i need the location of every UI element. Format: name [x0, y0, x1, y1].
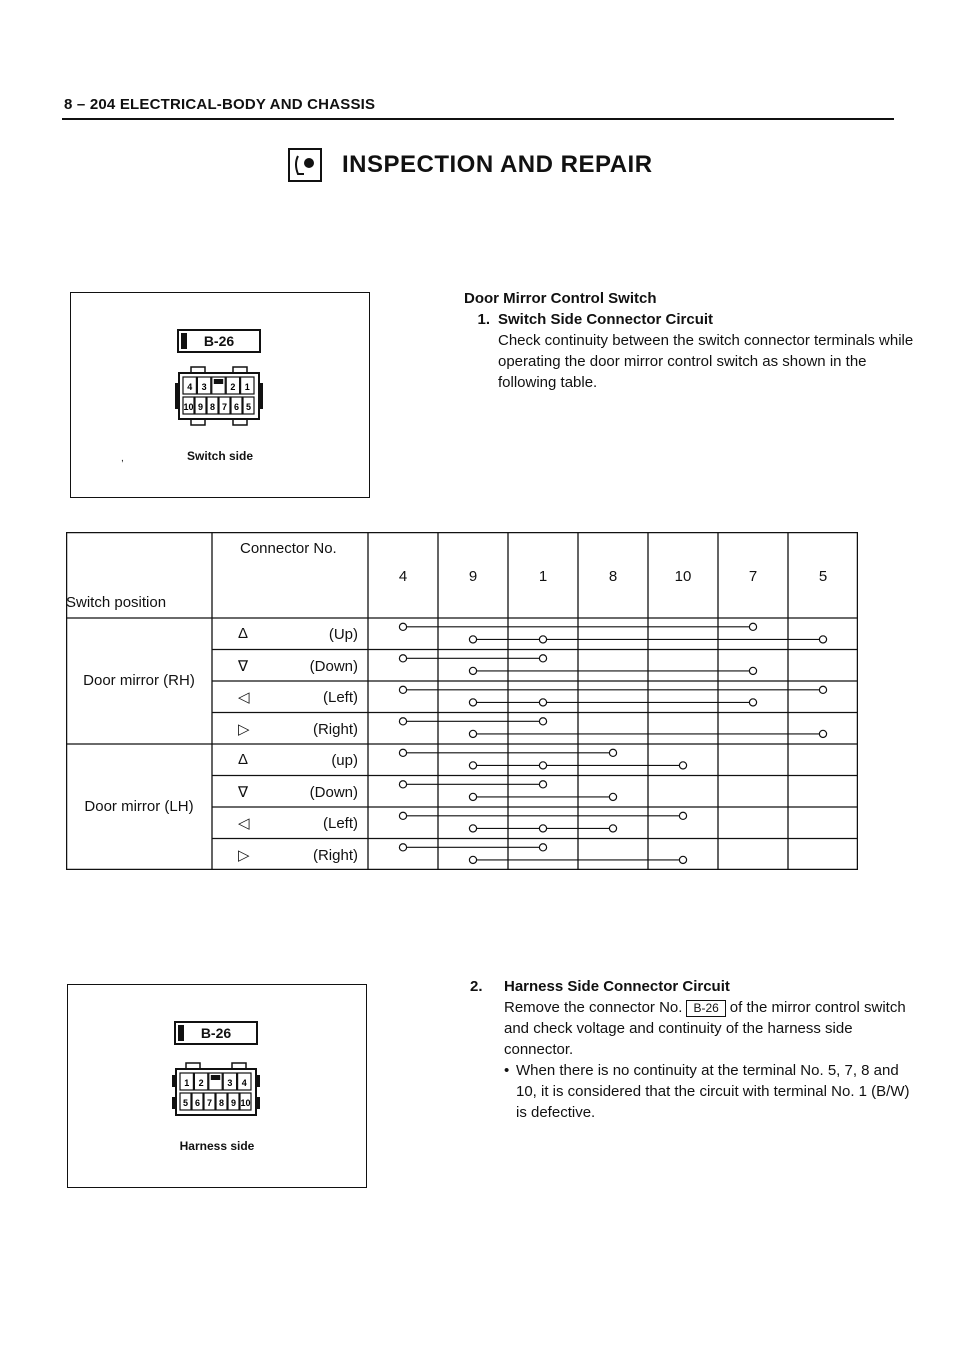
- step-subheading: Harness Side Connector Circuit: [504, 978, 730, 995]
- continuity-terminal-mark: [609, 749, 616, 756]
- connector-lock-tab: [211, 1075, 220, 1080]
- table-column-header: 7: [748, 568, 758, 585]
- switch-direction-label: (Down): [309, 657, 358, 675]
- continuity-terminal-mark: [469, 699, 476, 706]
- table-column-header: 1: [538, 568, 548, 585]
- connector-pinout-icon: [173, 365, 265, 445]
- inspection-icon: [288, 148, 322, 182]
- table-column-header: 9: [468, 568, 478, 585]
- continuity-terminal-mark: [539, 655, 546, 662]
- connector-caption: Harness side: [179, 1139, 255, 1153]
- switch-direction-symbol: Δ: [238, 751, 249, 768]
- switch-direction-symbol: ▷: [238, 846, 250, 864]
- connector-pin-label: 4: [241, 1078, 247, 1088]
- continuity-terminal-mark: [539, 844, 546, 851]
- step-body-text-cont: of the mirror control switch and check voltage and continuity of the harness side connector.: [504, 999, 906, 1058]
- continuity-terminal-mark: [819, 636, 826, 643]
- continuity-terminal-mark: [469, 636, 476, 643]
- continuity-terminal-mark: [469, 762, 476, 769]
- connector-pin-label: 3: [201, 382, 207, 392]
- switch-direction-symbol: ∇: [238, 657, 249, 675]
- connector-badge: B-26: [177, 329, 261, 353]
- switch-direction-label: (Up): [328, 626, 358, 643]
- table-column-header: 10: [674, 568, 692, 585]
- bullet-text: When there is no continuity at the terminal No. 5, 7, 8 and 10, it is considered that the circuit with terminal No. 1 (B/W) is defective.: [516, 1062, 910, 1121]
- connector-pinout-icon: [170, 1061, 262, 1137]
- switch-direction-label: (up): [331, 752, 358, 769]
- continuity-terminal-mark: [469, 825, 476, 832]
- continuity-terminal-mark: [609, 793, 616, 800]
- connector-pin-label: 7: [206, 1098, 213, 1108]
- continuity-terminal-mark: [399, 686, 406, 693]
- step-1-block: [464, 288, 914, 393]
- table-group-label: Door mirror (RH): [83, 672, 195, 689]
- table-column-header: 4: [398, 568, 408, 585]
- connector-pin-label: 5: [245, 402, 252, 412]
- continuity-terminal-mark: [399, 655, 406, 662]
- continuity-terminal-mark: [749, 699, 756, 706]
- continuity-terminal-mark: [819, 730, 826, 737]
- step-subheading: Switch Side Connector Circuit: [498, 311, 714, 328]
- connector-pin-label: 8: [218, 1098, 225, 1108]
- connector-pin-label: 5: [182, 1098, 189, 1108]
- continuity-terminal-mark: [399, 718, 406, 725]
- continuity-terminal-mark: [539, 636, 546, 643]
- connector-diagram-harness-side: [67, 984, 367, 1188]
- continuity-terminal-mark: [609, 825, 616, 832]
- table-column-header: 8: [608, 568, 618, 585]
- connector-pin-label: 9: [230, 1098, 237, 1108]
- continuity-terminal-mark: [679, 812, 686, 819]
- continuity-terminal-mark: [399, 781, 406, 788]
- inline-connector-badge: B-26: [686, 1000, 725, 1017]
- continuity-terminal-mark: [399, 844, 406, 851]
- continuity-terminal-mark: [399, 812, 406, 819]
- switch-direction-symbol: ∇: [238, 783, 249, 801]
- continuity-terminal-mark: [819, 686, 826, 693]
- section-title-text: INSPECTION AND REPAIR: [342, 151, 653, 178]
- procedure-heading: Door Mirror Control Switch: [464, 290, 657, 307]
- continuity-terminal-mark: [399, 623, 406, 630]
- connector-lock-tab: [214, 379, 223, 384]
- connector-pin-label: 10: [183, 402, 194, 412]
- continuity-terminal-mark: [539, 781, 546, 788]
- page-header: 8 – 204 ELECTRICAL-BODY AND CHASSIS: [64, 96, 376, 113]
- continuity-terminal-mark: [749, 667, 756, 674]
- switch-direction-label: (Left): [322, 689, 358, 706]
- continuity-terminal-mark: [399, 749, 406, 756]
- step-2-block: [470, 976, 910, 1123]
- continuity-terminal-mark: [469, 730, 476, 737]
- step-number: 1.: [477, 311, 490, 328]
- switch-direction-label: (Right): [312, 720, 358, 738]
- connector-pin-label: 4: [187, 382, 193, 392]
- table-header-connector: Connector No.: [240, 540, 337, 557]
- bullet-icon: •: [504, 1062, 510, 1079]
- connector-pin-label: 9: [197, 402, 204, 412]
- section-title: [288, 148, 653, 182]
- connector-pin-label: 1: [244, 382, 250, 392]
- step-body: [470, 997, 910, 1060]
- step-2-title-row: [470, 976, 910, 997]
- step-1-title-row: [464, 309, 914, 330]
- continuity-terminal-mark: [749, 623, 756, 630]
- switch-direction-label: (Right): [312, 846, 358, 864]
- continuity-terminal-mark: [679, 856, 686, 863]
- switch-direction-symbol: ◁: [238, 689, 250, 706]
- connector-pin-label: 8: [209, 402, 216, 412]
- continuity-terminal-mark: [469, 667, 476, 674]
- switch-direction-symbol: Δ: [238, 625, 249, 642]
- table-group-label: Door mirror (LH): [84, 798, 194, 815]
- stray-mark: ,: [121, 453, 124, 464]
- continuity-terminal-mark: [469, 856, 476, 863]
- continuity-terminal-mark: [539, 825, 546, 832]
- table-column-header: 5: [818, 568, 828, 585]
- step-body: Check continuity between the switch connector terminals while operating the door mirror control switch as shown in the following table.: [498, 332, 914, 391]
- connector-diagram-switch-side: [70, 292, 370, 498]
- connector-pin-label: 3: [227, 1078, 233, 1088]
- continuity-terminal-mark: [539, 718, 546, 725]
- continuity-terminal-mark: [539, 699, 546, 706]
- connector-pin-label: 6: [194, 1098, 201, 1108]
- header-rule: [62, 118, 894, 120]
- connector-pin-label: 2: [230, 382, 236, 392]
- step-body-text: Remove the connector No.: [504, 999, 683, 1016]
- connector-pin-label: 10: [240, 1098, 251, 1108]
- connector-pin-label: 2: [198, 1078, 204, 1088]
- connector-pin-label: 1: [184, 1078, 190, 1088]
- continuity-terminal-mark: [539, 762, 546, 769]
- switch-direction-symbol: ◁: [238, 815, 250, 832]
- switch-direction-label: (Left): [322, 815, 358, 832]
- switch-direction-symbol: ▷: [238, 720, 250, 738]
- connector-caption: Switch side: [186, 449, 254, 463]
- connector-pin-label: 6: [233, 402, 240, 412]
- continuity-table: [66, 532, 858, 870]
- continuity-terminal-mark: [469, 793, 476, 800]
- connector-badge: B-26: [174, 1021, 258, 1045]
- table-header-position: Switch position: [66, 594, 167, 611]
- switch-direction-label: (Down): [309, 783, 358, 801]
- continuity-terminal-mark: [679, 762, 686, 769]
- step-number: 2.: [470, 978, 483, 995]
- bullet-item: [470, 1060, 910, 1123]
- connector-pin-label: 7: [221, 402, 228, 412]
